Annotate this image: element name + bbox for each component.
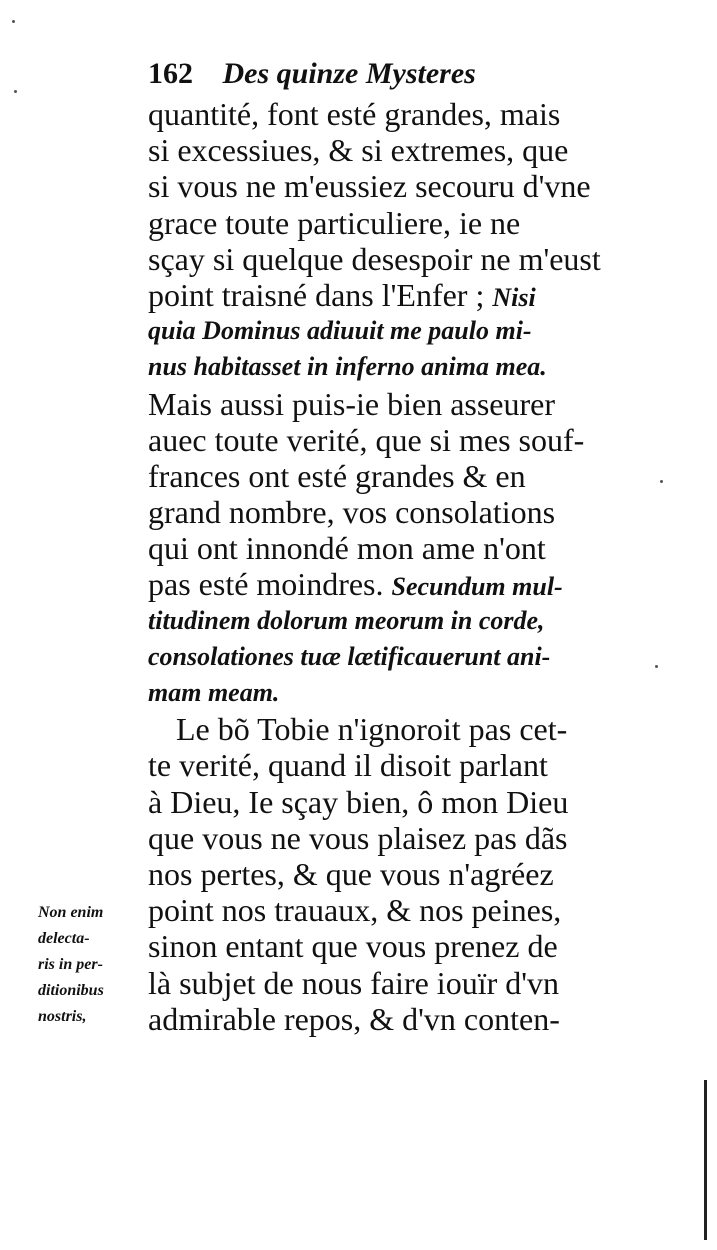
text-line: si vous ne m'eussiez secouru d'vne	[148, 168, 591, 205]
text-line: grace toute particuliere, ie ne	[148, 204, 521, 241]
text-line: frances ont esté grandes & en	[148, 457, 526, 494]
marginal-note-line: delecta-	[38, 930, 90, 947]
text-segment: pas esté moindres.	[148, 566, 384, 603]
text-line: sinon entant que vous prenez de	[148, 928, 558, 965]
text-segment: point traisné dans l'Enfer ;	[148, 276, 485, 313]
paragraph-start-line: Le bõ Tobie n'ignoroit pas cet-	[176, 711, 568, 748]
text-line-mixed	[148, 277, 648, 313]
text-line: Mais aussi puis-ie bien asseurer	[148, 385, 556, 422]
latin-quote: Secundum mul-	[391, 572, 563, 602]
text-line: là subjet de nous faire iouïr d'vn	[148, 964, 559, 1001]
text-line: grand nombre, vos consolations	[148, 494, 556, 531]
text-line: auec toute verité, que si mes souf-	[148, 421, 585, 458]
marginal-note-line: nostris,	[38, 1008, 87, 1025]
latin-quote: Nisi	[492, 282, 536, 312]
marginal-note-line: Non enim	[38, 904, 104, 921]
text-line: que vous ne vous plaisez pas dãs	[148, 819, 568, 856]
latin-quote-line: quia Dominus adiuuit me paulo mi-	[148, 316, 532, 346]
latin-quote-line: titudinem dolorum meorum in corde,	[148, 605, 545, 635]
running-header	[148, 54, 628, 94]
text-line: sçay si quelque desespoir ne m'eust	[148, 240, 601, 277]
text-line: nos pertes, & que vous n'agréez	[148, 855, 554, 892]
marginal-note-line: ris in per-	[38, 956, 103, 973]
text-line: te verité, quand il disoit parlant	[148, 747, 548, 784]
text-line: admirable repos, & d'vn conten-	[148, 1000, 560, 1037]
paper-speck	[14, 90, 17, 93]
text-line: quantité, font esté grandes, mais	[148, 96, 561, 132]
text-line: à Dieu, Ie sçay bien, ô mon Dieu	[148, 783, 569, 820]
text-line: si excessiues, & si extremes, que	[148, 132, 569, 169]
marginal-note	[38, 900, 146, 1030]
latin-quote-line: nus habitasset in inferno anima mea.	[148, 352, 547, 382]
paper-speck	[655, 665, 658, 668]
page-number: 162	[148, 57, 193, 90]
marginal-note-line: ditionibus	[38, 982, 104, 999]
running-title: Des quinze Mysteres	[222, 57, 476, 90]
paper-speck	[660, 480, 663, 483]
paper-speck	[12, 20, 15, 23]
latin-quote-line: consolationes tuæ lætificauerunt ani-	[148, 641, 551, 671]
text-line-mixed	[148, 566, 648, 602]
text-line: qui ont innondé mon ame n'ont	[148, 530, 546, 567]
text-line: point nos trauaux, & nos peines,	[148, 892, 562, 929]
body-text	[148, 96, 648, 1037]
page-edge-mark	[704, 1080, 707, 1240]
latin-quote-line: mam meam.	[148, 678, 280, 707]
